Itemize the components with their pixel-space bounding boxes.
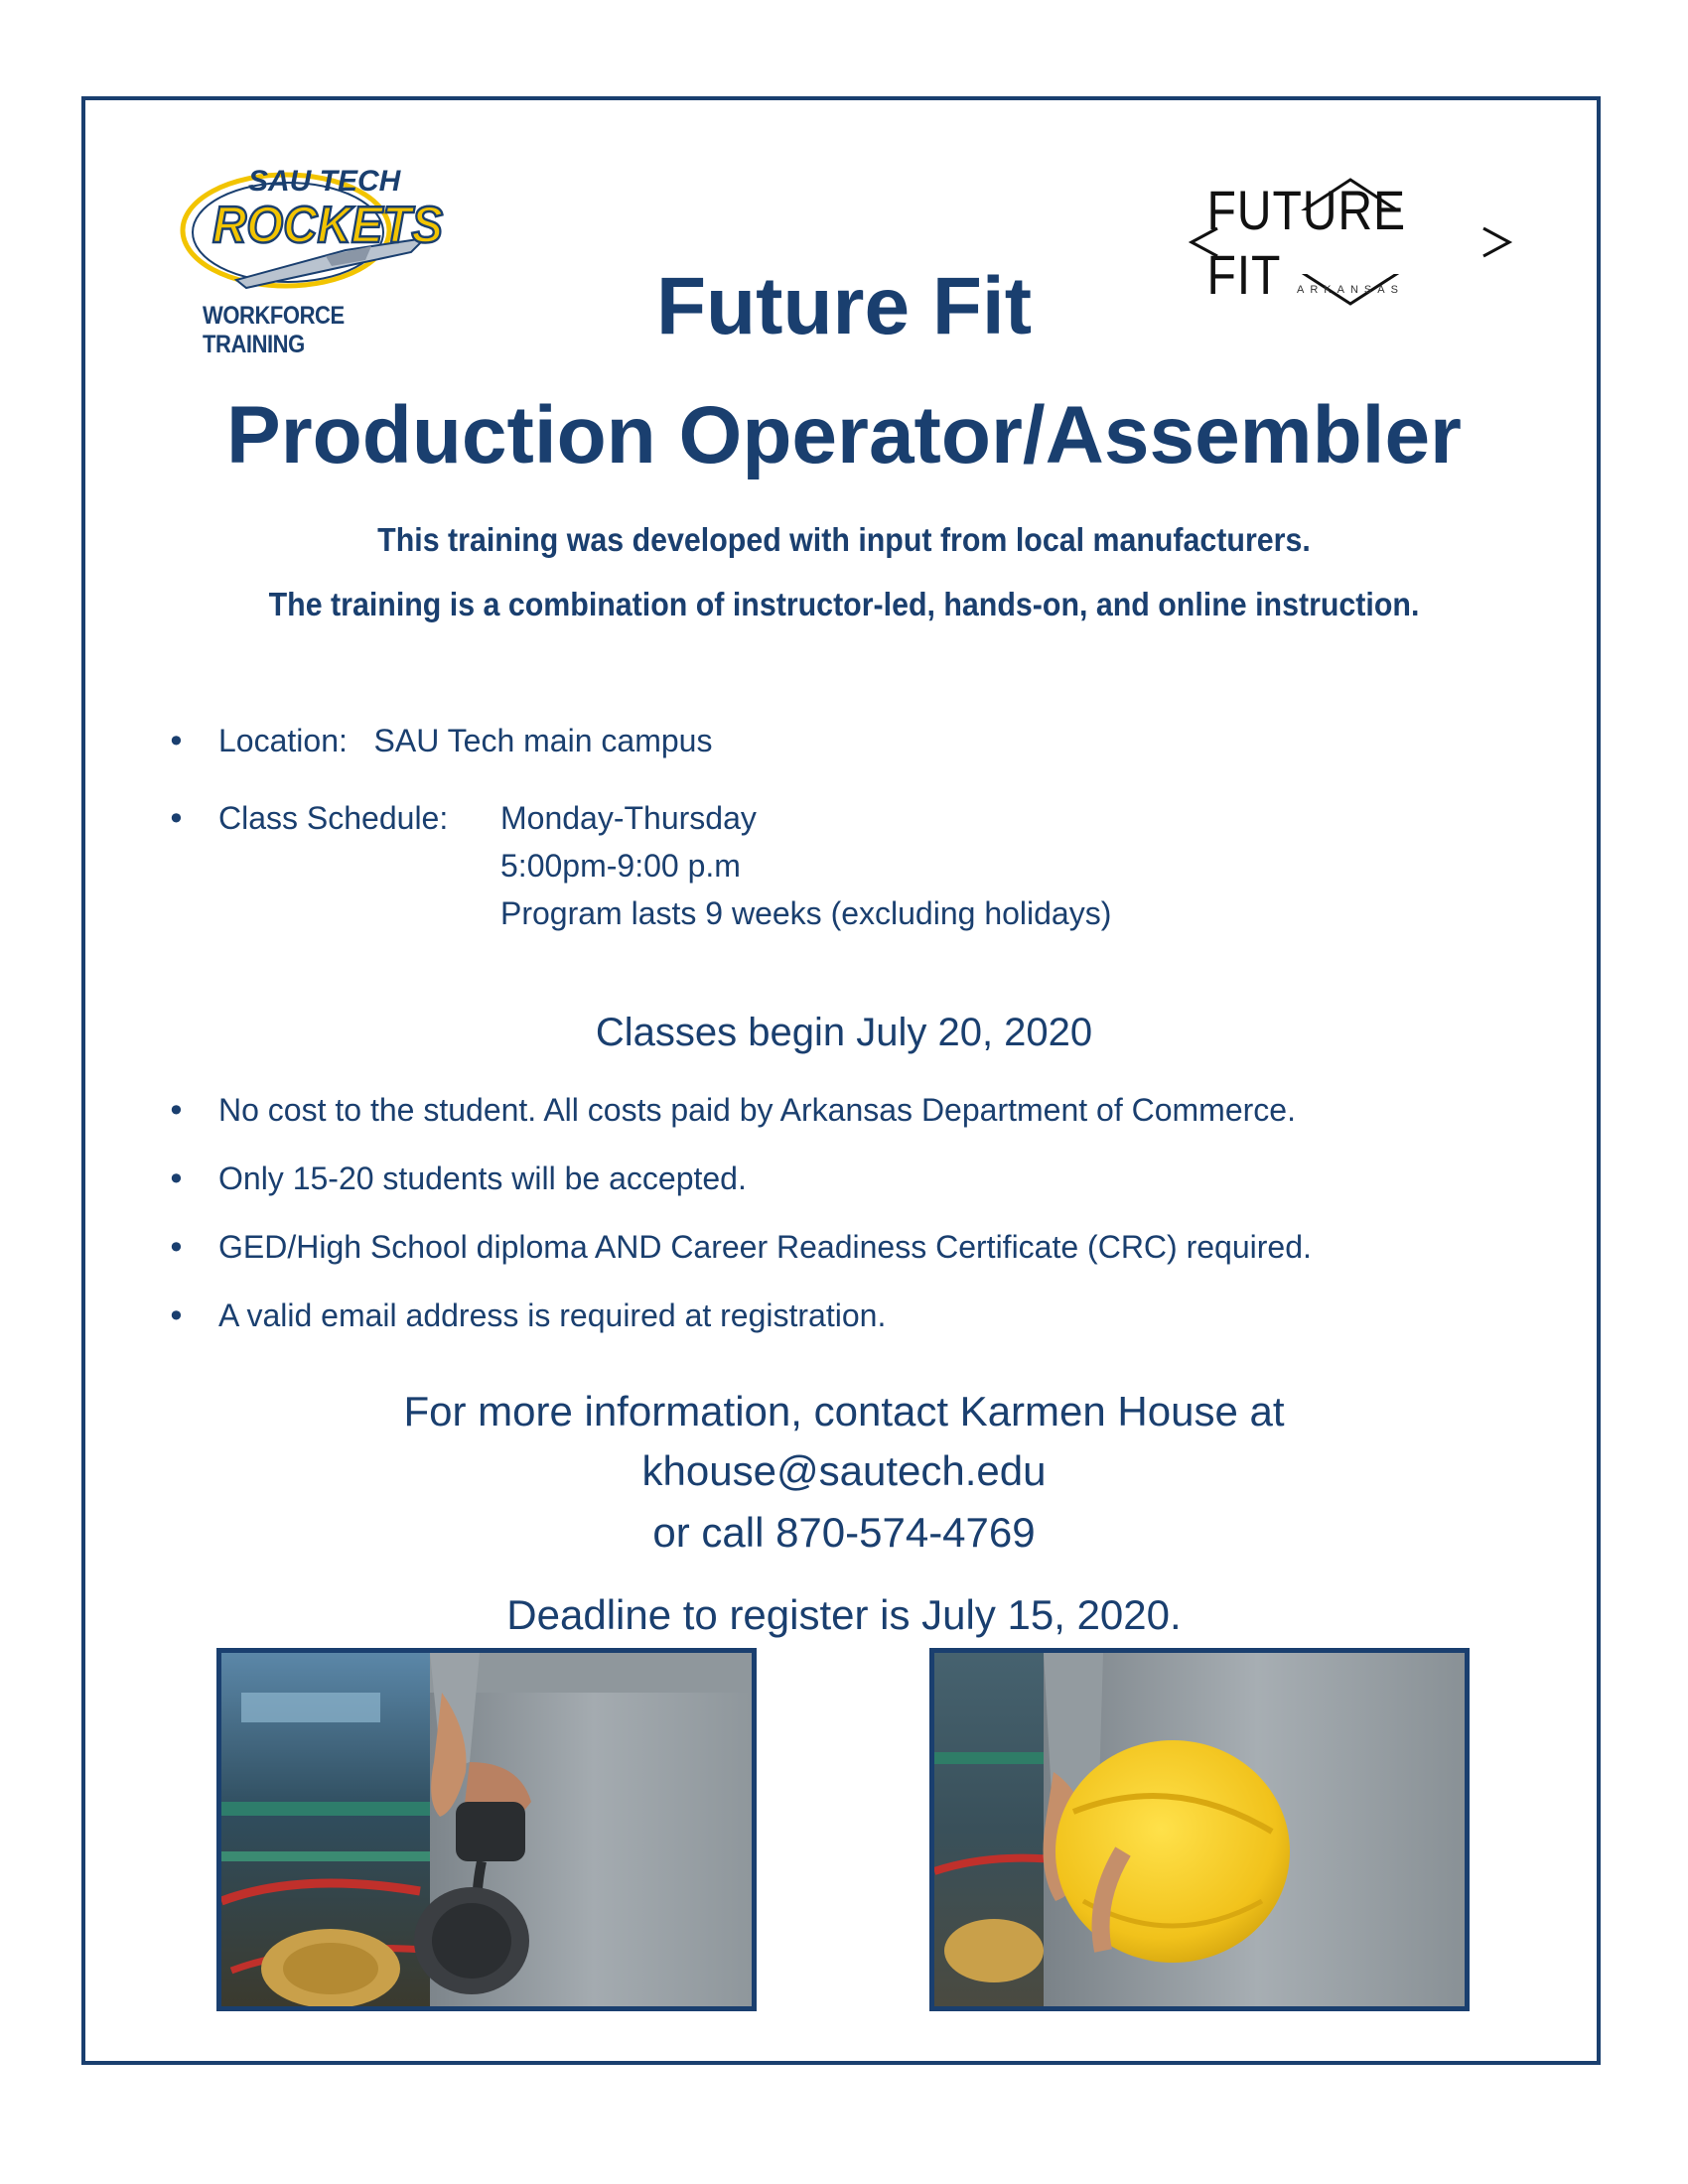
- page-subtitle: Production Operator/Assembler: [226, 390, 1462, 480]
- future-fit-wordmark: FUTURE FIT: [1206, 179, 1406, 306]
- schedule-days: Monday-Thursday: [500, 800, 757, 836]
- registration-deadline: Deadline to register is July 15, 2020.: [506, 1591, 1182, 1638]
- schedule-duration: Program lasts 9 weeks (excluding holidays): [500, 895, 1112, 931]
- contact-email[interactable]: khouse@sautech.edu: [641, 1447, 1047, 1494]
- location-value: SAU Tech main campus: [373, 723, 713, 758]
- location-row: [218, 723, 712, 759]
- bullet-req-3: •: [167, 1229, 186, 1267]
- photo-worker-ear-protection: [216, 1648, 757, 2011]
- contact-phone[interactable]: or call 870-574-4769: [652, 1509, 1036, 1556]
- schedule-label: Class Schedule:: [218, 800, 449, 836]
- classes-begin: Classes begin July 20, 2020: [595, 1011, 1093, 1054]
- bullet-req-4: •: [167, 1297, 186, 1335]
- requirement-item: A valid email address is required at registration.: [218, 1297, 887, 1333]
- bullet-req-2: •: [167, 1160, 186, 1198]
- intro-line-2: The training is a combination of instructor-led, hands-on, and online instruction.: [268, 586, 1420, 622]
- bullet-location: •: [167, 723, 186, 760]
- page-title: Future Fit: [655, 261, 1033, 351]
- requirement-item: Only 15-20 students will be accepted.: [218, 1160, 747, 1196]
- bullet-req-1: •: [167, 1092, 186, 1130]
- requirement-item: GED/High School diploma AND Career Readiness Certificate (CRC) required.: [218, 1229, 1312, 1265]
- requirement-item: No cost to the student. All costs paid by Arkansas Department of Commerce.: [218, 1092, 1296, 1128]
- contact-info: For more information, contact Karmen House at: [403, 1388, 1285, 1434]
- svg-text:SAU TECH: SAU TECH: [248, 165, 401, 198]
- svg-text:ROCKETS: ROCKETS: [212, 197, 444, 254]
- location-label: Location:: [218, 723, 348, 758]
- intro-line-1: This training was developed with input from local manufacturers.: [377, 521, 1311, 558]
- bullet-schedule: •: [167, 800, 186, 838]
- photo-worker-hard-hat: [929, 1648, 1470, 2011]
- arkansas-wordmark: ARKANSAS: [1297, 284, 1404, 296]
- workforce-training-label: WORKFORCE TRAINING: [203, 302, 345, 358]
- schedule-hours: 5:00pm-9:00 p.m: [500, 848, 741, 884]
